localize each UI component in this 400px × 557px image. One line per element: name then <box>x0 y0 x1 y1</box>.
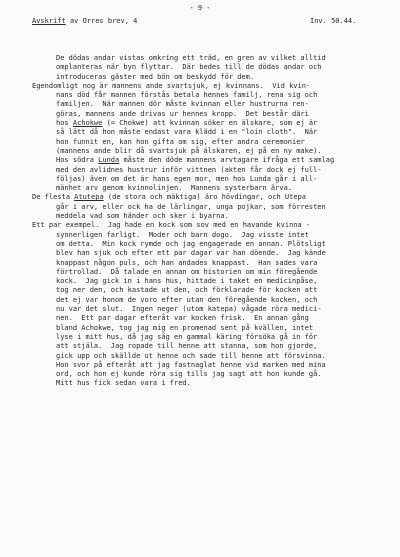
text-line <box>32 156 394 165</box>
text-line <box>32 82 394 91</box>
text-segment: meddela vad som händer och sker i byarna. <box>56 212 229 221</box>
text-segment: Hon svor på efteråt att jag fastnaglat henne vid marken med mina <box>56 360 326 369</box>
text-segment: med den avlidnes hustrur inför vittnen (akten får dock ej full- <box>56 165 322 174</box>
text-line <box>32 361 394 370</box>
text-segment: Mitt hus fick sedan vara i fred. <box>56 379 191 388</box>
text-segment: göras, mannens ande drivas ur hennes kropp. Det består däri <box>56 109 309 118</box>
text-segment: gick upp och skällde ut henne och sade till henne att försvinna. <box>56 351 326 360</box>
text-segment: knappast någon puls, och han andades knappast. Han sades vara <box>56 258 318 267</box>
text-line <box>32 305 394 314</box>
text-segment: mänhet arv genom kvinnolinjen. Mannens systerbarn ärva. <box>56 184 293 193</box>
text-line <box>32 379 394 388</box>
title-rest: av Orres brev, 4 <box>65 17 138 25</box>
text-segment: familjen. När mannen dör måste kvinnan eller hustrurna ren- <box>56 100 309 109</box>
text-segment: hon funnit en, kan hon gifta om sig, efter andra ceremonier <box>56 137 305 146</box>
text-line <box>32 333 394 342</box>
page-number: - 9 - <box>189 4 211 12</box>
text-line <box>32 240 394 249</box>
text-line <box>32 184 394 193</box>
text-segment: förtrollad. Då talade en annan om historien om min föregående <box>56 267 318 276</box>
text-segment: lyse i mitt hus, då jag såg en gammal käring försöka gå in för <box>56 332 318 341</box>
text-line <box>32 249 394 258</box>
text-line <box>32 54 394 63</box>
text-segment: kock. Jag gick in i hans hus, hittade i taket en medicinpåse, <box>56 277 318 286</box>
text-segment: så lätt då hon måste endast vara klädd i en "loin cloth". När <box>56 128 318 137</box>
text-line <box>32 128 394 137</box>
text-line <box>32 342 394 351</box>
text-line <box>32 147 394 156</box>
text-line <box>32 63 394 72</box>
text-segment: följas) även om det är hans egen mor, men hos Lunda går i all- <box>56 174 318 183</box>
title-underlined: Avskrift <box>32 17 66 25</box>
text-line <box>32 119 394 128</box>
text-line <box>32 73 394 82</box>
underlined-term: Lunda <box>98 156 120 165</box>
text-segment: ord, och hon ej kunde röra sig tills jag sagt att hon kunde gå. <box>56 370 322 379</box>
text-segment: blev han sjuk och efter ett par dagar var han döende. Jag kände <box>56 249 326 258</box>
document-title <box>32 17 137 25</box>
text-line <box>32 324 394 333</box>
text-line <box>32 268 394 277</box>
text-segment: De dödas andar vistas omkring ett träd, en gren av vilket alltid <box>56 54 326 62</box>
text-line <box>32 193 394 202</box>
text-segment: nen. Ett par dagar efteråt var kocken frisk. En annan gång <box>56 314 309 323</box>
inventory-number: Inv. 50.44. <box>310 17 357 25</box>
text-segment: Ett par exempel. Jag hade en kock som sov med en havande kvinna - <box>32 221 311 230</box>
text-segment: omplanteras när byn flyttar. Där bedes till de dödas andar och <box>56 63 322 72</box>
text-segment: hos <box>56 119 73 128</box>
text-segment: Egendomligt nog är mannens ande svartsjuk, ej kvinnans. Vid kvin- <box>32 81 311 90</box>
text-segment: (de stora och mäktiga) äro hövdingar, och Utepa <box>103 193 306 202</box>
document-body <box>32 54 394 389</box>
text-segment: (= Chokwe) att kvinnan söker en älskare, som ej är <box>102 119 318 128</box>
text-segment: introduceras gäster med bön om beskydd för dem. <box>56 72 255 81</box>
text-segment: det ej var honom de voro efter utan den föregående kocken, och <box>56 295 318 304</box>
text-segment: bland Achokwe, tog jag mig en promenad sent på kvällen, intet <box>56 323 314 332</box>
text-line <box>32 231 394 240</box>
text-segment: nu var det slut. Ingen neger (utom katepa) vågade röra medici- <box>56 305 322 314</box>
text-segment: tog ner den, och kastade ut den, och förklarade för kocken att <box>56 286 318 295</box>
text-line <box>32 352 394 361</box>
text-segment: Hos södra <box>56 156 99 165</box>
text-segment: om detta. Min kock rymde och jag engagerade en annan. Plötsligt <box>56 239 326 248</box>
underlined-term: Achokwe <box>72 119 103 128</box>
text-line <box>32 277 394 286</box>
text-segment: nans död får mannen förstås betala hennes familj, rena sig och <box>56 91 318 100</box>
text-segment: att stjäla. Jag ropade till henne att stanna, som hon gjorde, <box>56 342 318 351</box>
text-line <box>32 110 394 119</box>
text-line <box>32 259 394 268</box>
text-line <box>32 286 394 295</box>
text-line <box>32 370 394 379</box>
text-line <box>32 221 394 230</box>
text-segment: måste den döde mannens arvtagare ifråga ett samlag <box>119 156 335 165</box>
text-line <box>32 166 394 175</box>
text-segment: (mannens ande blir då svartsjuk på älskaren, ej på en ny make). <box>56 146 322 155</box>
text-segment: synnerligen farligt. Moder och barn dogo. Jag visste intet <box>56 230 309 239</box>
text-line <box>32 296 394 305</box>
text-segment: går i arv, eller ock ha de lärlingar, unga pojkar, som förresten <box>56 202 326 211</box>
text-segment: De flesta <box>32 193 75 202</box>
text-line <box>32 212 394 221</box>
underlined-term: Atutepa <box>74 193 104 202</box>
text-line <box>32 203 394 212</box>
text-line <box>32 314 394 323</box>
text-line <box>32 100 394 109</box>
text-line <box>32 138 394 147</box>
text-line <box>32 175 394 184</box>
